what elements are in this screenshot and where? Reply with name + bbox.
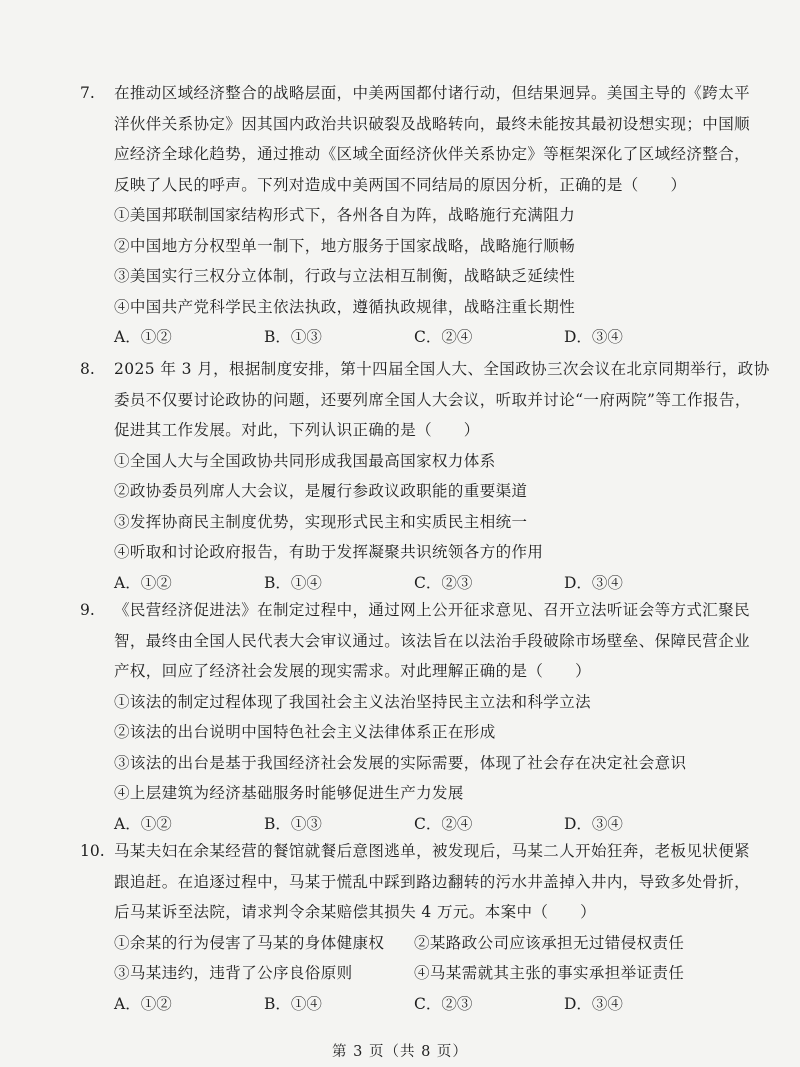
option-b: B．①③ [264, 328, 322, 346]
statement-2: ②政协委员列席人大会议，是履行参政议政职能的重要渠道 [114, 482, 528, 500]
statement-row [114, 958, 720, 989]
statement-1: ①该法的制定过程体现了我国社会主义法治坚持民主立法和科学立法 [114, 692, 592, 711]
statement-1: ①全国人大与全国政协共同形成我国最高国家权力体系 [114, 451, 496, 470]
stem-line: 2025 年 3 月，根据制度安排，第十四届全国人大、全国政协三次会议在北京同期举行，政协 [114, 360, 770, 378]
stem-line: 洋伙伴关系协定》因其国内政治共识破裂及战略转向，最终未能按其最初设想实现；中国顺 [114, 114, 751, 133]
question-stem [114, 78, 751, 200]
option-d: D．③④ [564, 328, 623, 346]
stem-line: 《民营经济促进法》在制定过程中，通过网上公开征求意见、召开立法听证会等方式汇聚民 [114, 601, 751, 619]
answer-options [114, 809, 720, 840]
statement-3: ③美国实行三权分立体制，行政与立法相互制衡，战略缺乏延续性 [114, 267, 576, 285]
statement-2: ②该法的出台说明中国特色社会主义法律体系正在形成 [114, 723, 496, 741]
statement-4: ④马某需就其主张的事实承担举证责任 [414, 964, 685, 982]
stem-line: 产权，回应了经济社会发展的现实需求。对此理解正确的是（ ） [114, 662, 592, 680]
stem-line: 反映了人民的呼声。下列对造成中美两国不同结局的原因分析，正确的是（ ） [114, 175, 687, 194]
stem-line: 后马某诉至法院，请求判令余某赔偿其损失 4 万元。本案中（ ） [114, 903, 597, 921]
statement-4: ④听取和讨论政府报告，有助于发挥凝聚共识统领各方的作用 [114, 543, 544, 561]
stem-line: 在推动区域经济整合的战略层面，中美两国都付诸行动，但结果迥异。美国主导的《跨太平 [114, 84, 751, 102]
page-footer: 第 3 页（共 8 页） [332, 1044, 468, 1060]
statement-1: ①美国邦联制国家结构形式下，各州各自为阵，战略施行充满阻力 [114, 206, 576, 224]
option-c: C．②④ [414, 814, 473, 833]
statement-4: ④中国共产党科学民主依法执政，遵循执政规律，战略注重长期性 [114, 297, 576, 316]
statement-3: ③发挥协商民主制度优势，实现形式民主和实质民主相统一 [114, 512, 528, 531]
question-stem [114, 354, 770, 446]
question-number: 8. [80, 360, 95, 378]
option-c: C．②③ [414, 573, 473, 592]
option-a: A．①② [114, 814, 172, 833]
answer-options [114, 322, 720, 353]
stem-line: 智，最终由全国人民代表大会审议通过。该法旨在以法治手段破除市场壁垒、保障民营企业 [114, 631, 751, 650]
question-7 [80, 78, 751, 353]
question-10 [80, 836, 751, 1019]
answer-options [114, 989, 720, 1020]
stem-line: 促进其工作发展。对此，下列认识正确的是（ ） [114, 421, 480, 439]
answer-options [114, 568, 720, 599]
statement-3: ③马某违约，违背了公序良俗原则 [114, 964, 353, 982]
option-c: C．②④ [414, 328, 473, 346]
statement-4: ④上层建筑为经济基础服务时能够促进生产力发展 [114, 784, 464, 802]
question-stem [114, 595, 751, 687]
option-d: D．③④ [564, 814, 623, 833]
option-d: D．③④ [564, 994, 623, 1013]
stem-line: 跟追赶。在追逐过程中，马某于慌乱中踩到路边翻转的污水井盖掉入井内，导致多处骨折， [114, 872, 751, 891]
statement-2: ②中国地方分权型单一制下，地方服务于国家战略，战略施行顺畅 [114, 236, 576, 255]
statement-2: ②某路政公司应该承担无过错侵权责任 [414, 933, 685, 952]
stem-line: 委员不仅要讨论政协的问题，还要列席全国人大会议，听取并讨论“一府两院”等工作报告， [114, 390, 751, 409]
stem-line: 应经济全球化趋势，通过推动《区域全面经济伙伴关系协定》等框架深化了区域经济整合， [114, 145, 751, 163]
question-number: 9. [80, 601, 95, 619]
question-8 [80, 354, 770, 598]
statement-3: ③该法的出台是基于我国经济社会发展的实际需要，体现了社会存在决定社会意识 [114, 753, 687, 772]
question-number: 10. [80, 842, 105, 860]
option-b: B．①③ [264, 814, 322, 833]
option-b: B．①④ [264, 994, 322, 1013]
question-number: 7. [80, 84, 95, 102]
question-9 [80, 595, 751, 839]
option-a: A．①② [114, 328, 172, 346]
option-b: B．①④ [264, 573, 322, 592]
statement-row [114, 928, 720, 959]
option-a: A．①② [114, 573, 172, 592]
option-a: A．①② [114, 994, 172, 1013]
option-c: C．②③ [414, 994, 473, 1013]
statement-1: ①余某的行为侵害了马某的身体健康权 [114, 933, 385, 952]
stem-line: 马某夫妇在余某经营的餐馆就餐后意图逃单，被发现后，马某二人开始狂奔，老板见状便紧 [114, 842, 751, 860]
question-stem [114, 836, 751, 928]
option-d: D．③④ [564, 573, 623, 592]
